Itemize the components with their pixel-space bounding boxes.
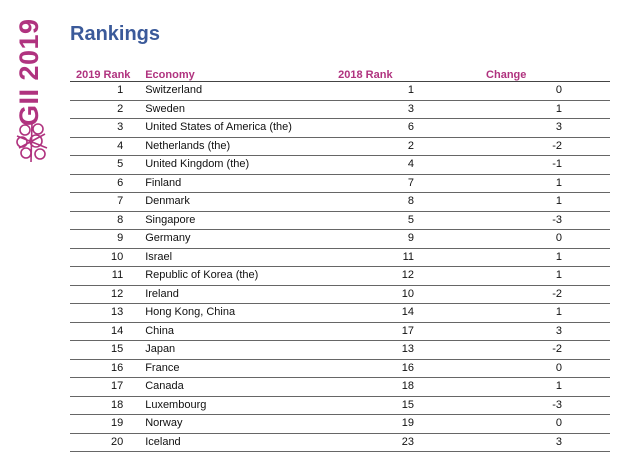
cell-economy: Republic of Korea (the) <box>145 267 314 286</box>
cell-economy: Sweden <box>145 100 314 119</box>
rankings-table <box>70 68 610 452</box>
cell-economy: Switzerland <box>145 82 314 101</box>
cell-economy: Germany <box>145 230 314 249</box>
cell-2018-rank: 6 <box>314 119 414 138</box>
cell-economy: China <box>145 322 314 341</box>
cell-2018-rank: 1 <box>314 82 414 101</box>
cell-economy: Canada <box>145 378 314 397</box>
cell-2018-rank: 9 <box>314 230 414 249</box>
header-economy: Economy <box>145 68 314 82</box>
table-row <box>70 322 610 341</box>
cell-change: 1 <box>414 248 610 267</box>
header-change: Change <box>414 68 610 82</box>
cell-2018-rank: 18 <box>314 378 414 397</box>
cell-economy: France <box>145 359 314 378</box>
cell-economy: Japan <box>145 341 314 360</box>
cell-2018-rank: 3 <box>314 100 414 119</box>
cell-2018-rank: 5 <box>314 211 414 230</box>
table-row <box>70 341 610 360</box>
cell-change: 0 <box>414 415 610 434</box>
cell-economy: Finland <box>145 174 314 193</box>
table-row <box>70 433 610 452</box>
cell-change: 1 <box>414 267 610 286</box>
cell-2019-rank: 20 <box>70 433 145 452</box>
cell-change: 3 <box>414 119 610 138</box>
table-row <box>70 174 610 193</box>
cell-change: 3 <box>414 433 610 452</box>
side-brand <box>14 18 50 172</box>
table-row <box>70 359 610 378</box>
cell-2019-rank: 18 <box>70 396 145 415</box>
cell-2019-rank: 4 <box>70 137 145 156</box>
table-row <box>70 119 610 138</box>
cell-change: -2 <box>414 285 610 304</box>
cell-economy: Netherlands (the) <box>145 137 314 156</box>
cell-change: 0 <box>414 359 610 378</box>
cell-2019-rank: 16 <box>70 359 145 378</box>
cell-economy: Hong Kong, China <box>145 304 314 323</box>
table-row <box>70 100 610 119</box>
cell-2018-rank: 15 <box>314 396 414 415</box>
header-2019-rank: 2019 Rank <box>70 68 145 82</box>
cell-2019-rank: 1 <box>70 82 145 101</box>
cell-economy: Singapore <box>145 211 314 230</box>
table-header-row <box>70 68 610 82</box>
cell-2019-rank: 9 <box>70 230 145 249</box>
cell-economy: Iceland <box>145 433 314 452</box>
cell-2018-rank: 19 <box>314 415 414 434</box>
table-row <box>70 285 610 304</box>
cell-2018-rank: 16 <box>314 359 414 378</box>
cell-2019-rank: 3 <box>70 119 145 138</box>
cell-2019-rank: 5 <box>70 156 145 175</box>
cell-economy: Norway <box>145 415 314 434</box>
cell-economy: Israel <box>145 248 314 267</box>
cell-change: -3 <box>414 211 610 230</box>
cell-2018-rank: 4 <box>314 156 414 175</box>
cell-economy: Denmark <box>145 193 314 212</box>
cell-2019-rank: 8 <box>70 211 145 230</box>
cell-2019-rank: 11 <box>70 267 145 286</box>
table-body <box>70 82 610 452</box>
cell-economy: Luxembourg <box>145 396 314 415</box>
table-row <box>70 396 610 415</box>
cell-change: -2 <box>414 341 610 360</box>
cell-2018-rank: 11 <box>314 248 414 267</box>
cell-2019-rank: 14 <box>70 322 145 341</box>
cell-change: 1 <box>414 100 610 119</box>
table-row <box>70 248 610 267</box>
table-row <box>70 304 610 323</box>
table-row <box>70 230 610 249</box>
cell-change: 3 <box>414 322 610 341</box>
table-row <box>70 82 610 101</box>
cell-change: 1 <box>414 304 610 323</box>
cell-2018-rank: 2 <box>314 137 414 156</box>
cell-2018-rank: 13 <box>314 341 414 360</box>
table-row <box>70 193 610 212</box>
cell-2019-rank: 6 <box>70 174 145 193</box>
cell-2019-rank: 10 <box>70 248 145 267</box>
cell-2019-rank: 17 <box>70 378 145 397</box>
table-row <box>70 378 610 397</box>
cell-2018-rank: 14 <box>314 304 414 323</box>
cell-change: -1 <box>414 156 610 175</box>
header-2018-rank: 2018 Rank <box>314 68 414 82</box>
cell-economy: United Kingdom (the) <box>145 156 314 175</box>
brand-title: GII 2019 <box>14 18 44 126</box>
cell-2018-rank: 17 <box>314 322 414 341</box>
table-row <box>70 137 610 156</box>
cell-2019-rank: 12 <box>70 285 145 304</box>
table-row <box>70 415 610 434</box>
cell-2018-rank: 12 <box>314 267 414 286</box>
cell-2019-rank: 2 <box>70 100 145 119</box>
cell-2018-rank: 23 <box>314 433 414 452</box>
cell-economy: Ireland <box>145 285 314 304</box>
cell-economy: United States of America (the) <box>145 119 314 138</box>
cell-2019-rank: 15 <box>70 341 145 360</box>
cell-2018-rank: 10 <box>314 285 414 304</box>
cell-2018-rank: 8 <box>314 193 414 212</box>
cell-change: -2 <box>414 137 610 156</box>
cell-2019-rank: 19 <box>70 415 145 434</box>
cell-change: 1 <box>414 193 610 212</box>
table-row <box>70 211 610 230</box>
gii-logo-icon <box>14 120 50 164</box>
table-row <box>70 267 610 286</box>
cell-change: 0 <box>414 82 610 101</box>
cell-2019-rank: 13 <box>70 304 145 323</box>
cell-change: 1 <box>414 378 610 397</box>
cell-change: 0 <box>414 230 610 249</box>
cell-change: 1 <box>414 174 610 193</box>
cell-2018-rank: 7 <box>314 174 414 193</box>
page-title: Rankings <box>70 23 161 45</box>
table-row <box>70 156 610 175</box>
cell-2019-rank: 7 <box>70 193 145 212</box>
cell-change: -3 <box>414 396 610 415</box>
